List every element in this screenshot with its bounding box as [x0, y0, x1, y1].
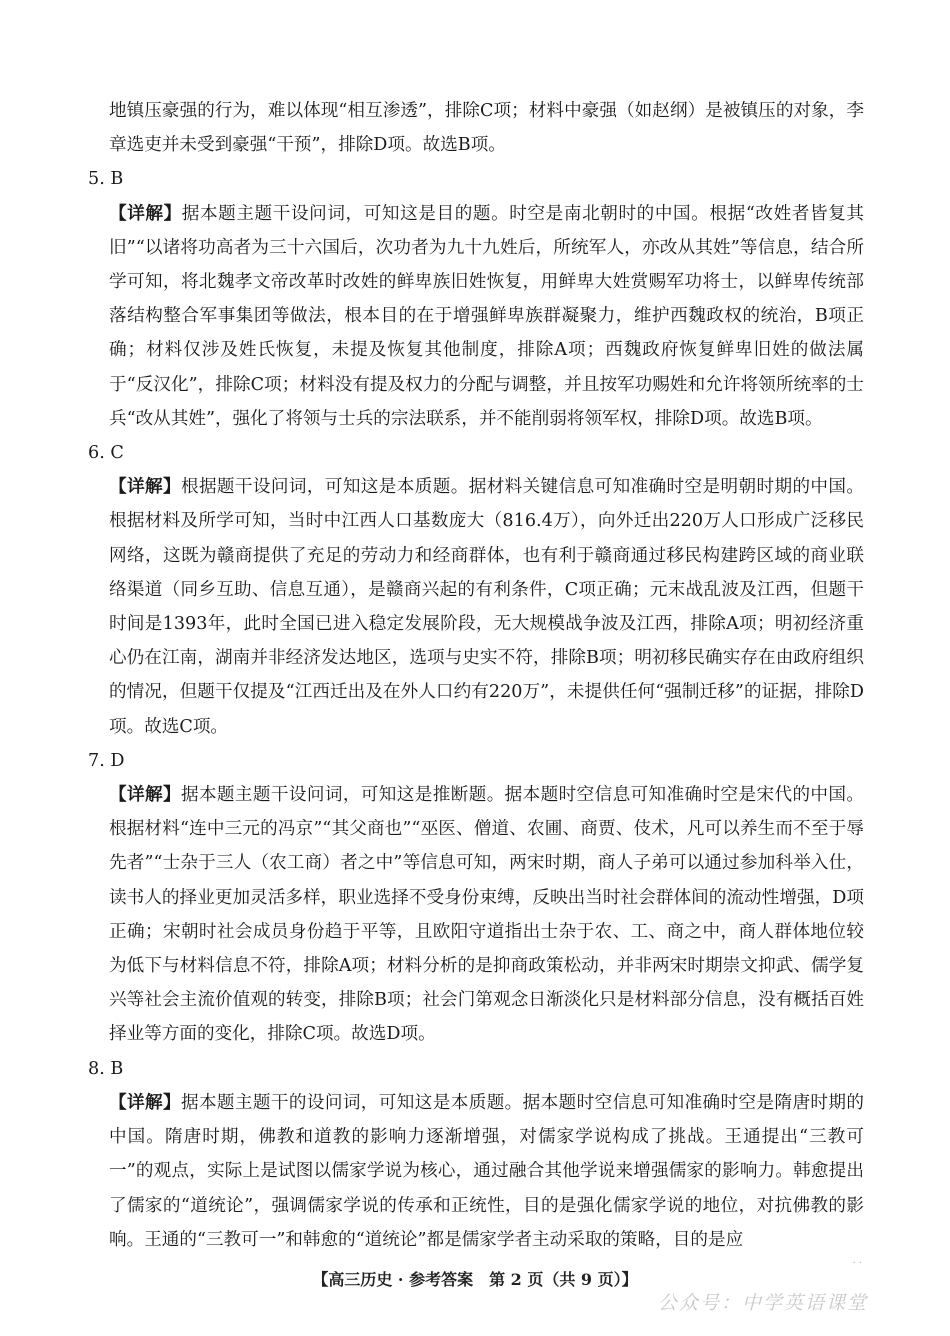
explanation-text: 据本题主题干设问词，可知这是推断题。据本题时空信息可知准确时空是宋代的中国。根据材料“连中三元的冯京”“其父商也”“巫医、僧道、农圃、商贾、伎术，凡可以养生而不至于辱先者”“士杂于三人（农工商）者之中”等信息可知，两宋时期，商人子弟可以通过参加科举入仕，读书人的择业更加灵活多样，职业选择不受身份束缚，反映出当时社会群体间的流动性增强，D项正确；宋朝时社会成员身份趋于平等，且欧阳守道指出士杂于农、工、商之中，商人群体地位较为低下与材料信息不符，排除A项；材料分析的是抑商政策松动，并非两宋时期崇文抑武、儒学复兴等社会主流价值观的转变，排除B项；社会门第观念日渐淡化只是材料部分信息，没有概括百姓择业等方面的变化，排除C项。故选D项。: [109, 785, 864, 1045]
detail-tag: 【详解】: [109, 476, 181, 498]
answer-number: 6. C: [88, 443, 124, 464]
answer-content: [88, 94, 864, 1257]
detail-tag: 【详解】: [109, 1091, 181, 1113]
explanation-text: 根据题干设问词，可知这是本质题。据材料关键信息可知准确时空是明朝时期的中国。根据材料及所学可知，当时中江西人口基数庞大（816.4万），向外迁出220万人口形成广泛移民网络，这既为赣商提供了充足的劳动力和经商群体，也有利于赣商通过移民构建跨区域的商业联络渠道（同乡互助、信息互通），是赣商兴起的有利条件，C项正确；元末战乱波及江西，但题干时间是1393年，此时全国已进入稳定发展阶段，无大规模战争波及江西，排除A项；明初经济重心仍在江南，湖南并非经济发达地区，选项与史实不符，排除B项；明初移民确实存在由政府组织的情况，但题干仅提及“江西迁出及在外人口约有220万”，未提供任何“强制迁移”的证据，排除D项。故选C项。: [109, 477, 864, 737]
detail-tag: 【详解】: [109, 784, 181, 806]
explanation-paragraph: [88, 778, 864, 1052]
answer-number: 8. B: [88, 1058, 124, 1079]
explanation-paragraph: [88, 470, 864, 744]
decorative-dots: · ·: [852, 1258, 862, 1269]
detail-tag: 【详解】: [109, 202, 182, 224]
answer-number: 7. D: [88, 750, 125, 771]
watermark: 公众号：中学英语课堂: [657, 1292, 868, 1314]
explanation-text: 据本题主题干的设问词，可知这是本质题。据本题时空信息可知准确时空是隋唐时期的中国。隋唐时期，佛教和道教的影响力逐渐增强，对儒家学说构成了挑战。王通提出“三教可一”的观点，实际上是试图以儒家学说为核心，通过融合其他学说来增强儒家的影响力。韩愈提出了儒家的“道统论”，强调儒家学说的传承和正统性，目的是强化儒家学说的地位，对抗佛教的影响。王通的“三教可一”和韩愈的“道统论”都是儒家学者主动采取的策略，目的是应: [109, 1092, 864, 1250]
explanation-text: 据本题主题干设问词，可知这是目的题。时空是南北朝时的中国。根据“改姓者皆复其旧”“以诸将功高者为三十六国后，次功者为九十九姓后，所统军人，亦改从其姓”等信息，结合所学可知，将北魏孝文帝改革时改姓的鲜卑族旧姓恢复，用鲜卑大姓赏赐军功将士，以鲜卑传统部落结构整合军事集团等做法，根本目的在于增强鲜卑族群凝聚力，维护西魏政权的统治，B项正确；材料仅涉及姓氏恢复，未提及恢复其他制度，排除A项；西魏政府恢复鲜卑旧姓的做法属于“反汉化”，排除C项；材料没有提及权力的分配与调整，并且按军功赐姓和允许将领所统率的士兵“改从其姓”，强化了将领与士兵的宗法联系，并不能削弱将领军权，排除D项。故选B项。: [109, 203, 864, 429]
page-footer: 【高三历史 · 参考答案 第 2 页（共 9 页）】: [312, 1270, 638, 1289]
paragraph-continuation: 地镇压豪强的行为，难以体现“相互渗透”，排除C项；材料中豪强（如赵纲）是被镇压的对象，李章选吏并未受到豪强“干预”，排除D项。故选B项。: [109, 101, 864, 156]
explanation-paragraph: [88, 1086, 864, 1257]
answer-number: 5. B: [88, 169, 124, 190]
explanation-paragraph: [88, 197, 864, 436]
